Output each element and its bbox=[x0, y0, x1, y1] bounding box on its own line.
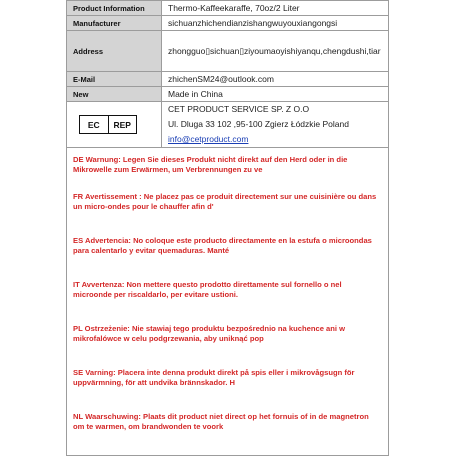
ec-rep-icon bbox=[79, 115, 137, 134]
warning-se: SE Varning: Placera inte denna produkt direkt på spis eller i mikrovågsugn för uppvärmning, för att undvika brännskador. H bbox=[73, 368, 355, 387]
table-row bbox=[67, 31, 389, 72]
ec-rep-address: Ul. Dluga 33 102 ,95-100 Zgierz Łódzkie Poland bbox=[168, 119, 349, 129]
table-row bbox=[67, 102, 389, 148]
row-label: New bbox=[67, 87, 162, 102]
ec-rep-symbol-cell bbox=[67, 102, 162, 148]
manufacturer-value: sichuanzhichendianzishangwuyouxiangongsi bbox=[162, 16, 389, 31]
row-label: Product Information bbox=[67, 1, 162, 16]
ec-symbol: EC bbox=[80, 116, 109, 133]
warnings-section bbox=[66, 148, 389, 456]
row-label: Manufacturer bbox=[67, 16, 162, 31]
product-info-table bbox=[66, 0, 389, 148]
ec-rep-email-link[interactable]: info@cetproduct.com bbox=[168, 134, 249, 144]
row-label: Address bbox=[67, 31, 162, 72]
table-row bbox=[67, 1, 389, 16]
address-value: zhongguo▯sichuan▯ziyoumaoyishiyanqu,chengdushi,tiar bbox=[162, 31, 389, 72]
table-row bbox=[67, 16, 389, 31]
ec-rep-details bbox=[162, 102, 389, 148]
origin-value: Made in China bbox=[162, 87, 389, 102]
table-row bbox=[67, 72, 389, 87]
rep-symbol: REP bbox=[113, 119, 131, 130]
warning-de: DE Warnung: Legen Sie dieses Produkt nicht direkt auf den Herd oder in die Mikrowelle zum Erwärmen, um Verbrennungen zu ve bbox=[73, 155, 348, 174]
product-name-value: Thermo-Kaffeekaraffe, 70oz/2 Liter bbox=[162, 1, 389, 16]
table-row bbox=[67, 87, 389, 102]
email-value: zhichenSM24@outlook.com bbox=[162, 72, 389, 87]
row-label: E-Mail bbox=[67, 72, 162, 87]
warning-pl: PL Ostrzeżenie: Nie stawiaj tego produktu bezpośrednio na kuchence ani w mikrofalówce w celu podgrzewania, aby uniknąć pop bbox=[73, 324, 346, 343]
warning-nl: NL Waarschuwing: Plaats dit product niet direct op het fornuis of in de magnetron om te warmen, om brandwonden te voork bbox=[73, 412, 369, 431]
warning-es: ES Advertencia: No coloque este producto directamente en la estufa o microondas para calentarlo y evitar quemaduras. Manté bbox=[73, 236, 372, 255]
product-info-sheet bbox=[66, 0, 389, 456]
ec-rep-company: CET PRODUCT SERVICE SP. Z O.O bbox=[168, 104, 310, 114]
warning-it: IT Avvertenza: Non mettere questo prodotto direttamente sul fornello o nel microonde per riscaldarlo, per evitare ustioni. bbox=[73, 280, 342, 299]
warning-fr: FR Avertissement : Ne placez pas ce produit directement sur une cuisinière ou dans un micro-ondes pour le chauffer afin d' bbox=[73, 192, 377, 211]
